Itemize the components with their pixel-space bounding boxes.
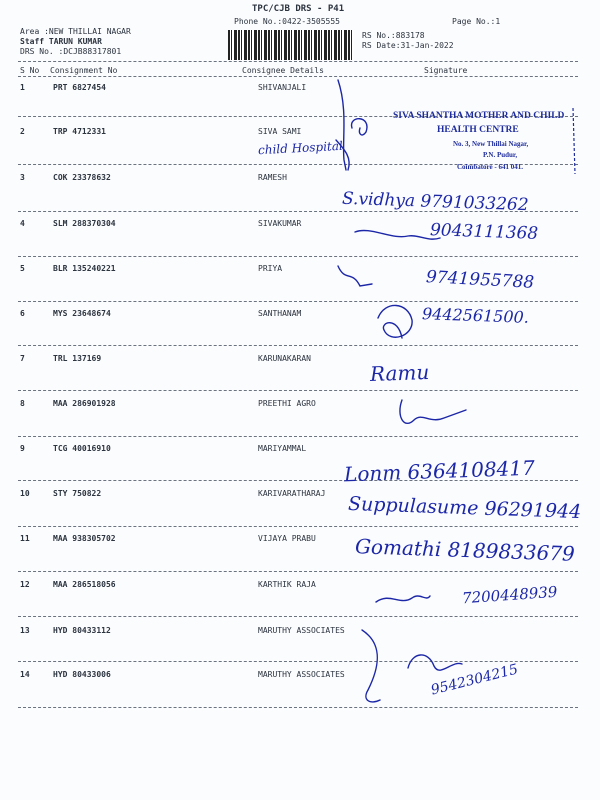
handwritten-row5: 9741955788 <box>425 267 535 293</box>
signature-stroke-2 <box>352 119 367 135</box>
signature-stroke-9 <box>362 630 380 702</box>
signature-stroke-1 <box>338 80 346 170</box>
row-consignee: PRIYA <box>258 264 283 273</box>
row-sno: 14 <box>20 670 30 679</box>
row-sno: 12 <box>20 580 30 589</box>
row-consignment: COK 23378632 <box>53 173 111 182</box>
stamp-line2: HEALTH CENTRE <box>437 125 519 135</box>
row-consignment: MAA 286901928 <box>53 399 116 408</box>
row-sno: 7 <box>20 354 25 363</box>
row-consignee: SHIVANJALI <box>258 83 307 92</box>
row-consignee: KARUNAKARAN <box>258 354 311 363</box>
row-sno: 11 <box>20 534 30 543</box>
row-consignment: HYD 80433112 <box>53 626 111 635</box>
page-number: Page No.:1 <box>452 17 501 26</box>
row-consignment: BLR 135240221 <box>53 264 116 273</box>
row-consignee: PREETHI AGRO <box>258 399 316 408</box>
handwritten-row9: Lonm 6364108417 <box>343 455 536 487</box>
row-sno: 1 <box>20 83 25 92</box>
signature-stroke-10 <box>408 655 462 670</box>
column-consignment: Consignment No <box>50 66 118 75</box>
row-consignee: KARTHIK RAJA <box>258 580 316 589</box>
stamp-line1: SIVA SHANTHA MOTHER AND CHILD <box>393 111 565 121</box>
row-consignment: STY 750822 <box>53 489 102 498</box>
handwritten-row6: 9442561500. <box>421 304 530 327</box>
column-sno: S No <box>20 66 40 75</box>
row-consignment: TCG 40016910 <box>53 444 111 453</box>
row-sno: 3 <box>20 173 25 182</box>
handwritten-row3: S.vidhya 9791033262 <box>341 188 529 216</box>
column-signature: Signature <box>424 66 468 75</box>
row-sno: 6 <box>20 309 25 318</box>
row-consignee: SIVAKUMAR <box>258 219 302 228</box>
staff-label: Staff TARUN KUMAR <box>20 37 102 46</box>
row-consignee: MARUTHY ASSOCIATES <box>258 670 345 679</box>
area-label: Area :NEW THILLAI NAGAR <box>20 27 131 36</box>
document-title: TPC/CJB DRS - P41 <box>252 4 345 14</box>
row-consignment: HYD 80433006 <box>53 670 111 679</box>
row-consignee: SIVA SAMI <box>258 127 302 136</box>
handwritten-row4: 9043111368 <box>429 220 539 244</box>
row-consignment: MAA 286518056 <box>53 580 116 589</box>
signature-stroke-8 <box>376 596 430 602</box>
row-consignment: MAA 938305702 <box>53 534 116 543</box>
handwritten-row11: Gomathi 8189833679 <box>354 534 576 566</box>
handwritten-row7: Ramu <box>369 359 430 387</box>
handwritten-row14: 9542304215 <box>429 661 520 699</box>
row-consignment: TRP 4712331 <box>53 127 106 136</box>
rs-date: RS Date:31-Jan-2022 <box>362 41 454 50</box>
row-consignee: RAMESH <box>258 173 287 182</box>
row-sno: 8 <box>20 399 25 408</box>
row-consignee: KARIVARATHARAJ <box>258 489 326 498</box>
row-sno: 4 <box>20 219 25 228</box>
row-consignee: MARIYAMMAL <box>258 444 307 453</box>
row-consignee: SANTHANAM <box>258 309 302 318</box>
row-consignment: PRT 6827454 <box>53 83 106 92</box>
stamp-line5: Coimbatore - 641 041. <box>457 163 523 171</box>
row-sno: 13 <box>20 626 30 635</box>
stamp-line3: No. 3, New Thillai Nagar, <box>453 140 529 148</box>
handwritten-row10: Suppulasume 96291944 <box>347 492 582 524</box>
stamp-line4: P.N. Pudur, <box>483 151 518 159</box>
column-consignee: Consignee Details <box>242 66 324 75</box>
rs-number: RS No.:883178 <box>362 31 425 40</box>
row-consignee: MARUTHY ASSOCIATES <box>258 626 345 635</box>
row-consignment: TRL 137169 <box>53 354 102 363</box>
signature-stroke-4 <box>355 230 440 239</box>
signature-stroke-7 <box>400 400 466 423</box>
signature-stroke-5 <box>338 266 372 286</box>
handwritten-note-row2: child Hospital <box>257 138 344 158</box>
drs-number: DRS No. :DCJB88317801 <box>20 47 122 56</box>
row-sno: 5 <box>20 264 25 273</box>
row-sno: 2 <box>20 127 25 136</box>
row-sno: 9 <box>20 444 25 453</box>
row-consignee: VIJAYA PRABU <box>258 534 316 543</box>
phone-number: Phone No.:0422-3505555 <box>234 17 340 26</box>
handwritten-row12: 7200448939 <box>461 582 558 608</box>
signature-stroke-6 <box>378 305 412 338</box>
row-sno: 10 <box>20 489 30 498</box>
row-consignment: SLM 288370304 <box>53 219 116 228</box>
row-consignment: MYS 23648674 <box>53 309 111 318</box>
